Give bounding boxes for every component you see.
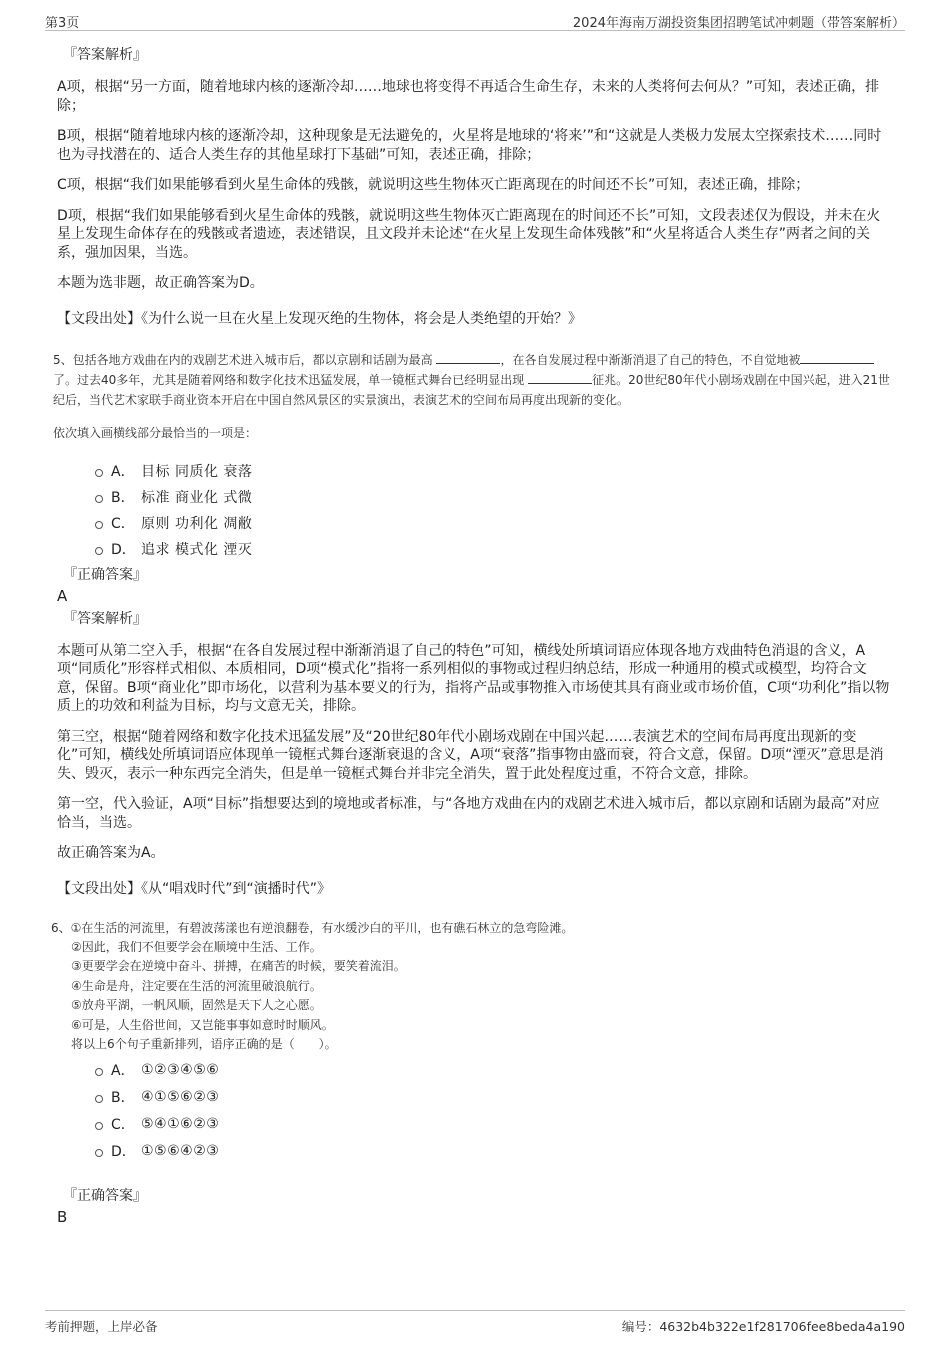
question-stem: 5、包括各地方戏曲在内的戏剧艺术进入城市后，都以京剧和话剧为最高 ，在各自发展过程中渐渐消退了自己的特色，不自觉地被了。过去40多年，尤其是随着网络和数字化技术迅猛发展，单一镜框式舞台已经明显出现 征兆。20世纪80年代小剧场戏剧在中国兴起，进入21世纪后，当代艺术家联手商业资本开启在中国自然风景区的实景演出，表演艺术的空间布局再度出现新的变化。	[53, 352, 890, 407]
radio-icon[interactable]	[95, 1095, 103, 1103]
sentence: ③更要学会在逆境中奋斗、拼搏，在痛苦的时候，要笑着流泪。	[71, 959, 406, 973]
question-5	[53, 350, 891, 410]
analysis-paragraph: 本题可从第二空入手，根据“在各自发展过程中渐渐消退了自己的特色”可知，横线处所填词语应体现各地方戏曲特色消退的含义，A项“同质化”形容样式相似、本质相同，D项“模式化”指将一系列相似的事物或过程归纳总结，形成一种通用的模式或模型，均符合文意，保留。B项“商业化”即市场化，以营利为基本要义的行为，指将产品或事物推入市场使其具有商业或市场价值，C项“功利化”指以物质上的功效和利益为目标，均与文意无关，排除。	[57, 642, 890, 714]
text-source: 【文段出处】《从“唱戏时代”到“演播时代”》	[57, 880, 332, 897]
page-number: 第3页	[45, 16, 80, 31]
correct-answer-label: 『正确答案』	[63, 566, 147, 583]
option-b[interactable]: B． 标准 商业化 式微	[95, 484, 891, 510]
question-instruction: 将以上6个句子重新排列，语序正确的是（ ）。	[71, 1037, 337, 1051]
q4-analysis	[57, 44, 891, 328]
correct-answer-label: 『正确答案』	[63, 1187, 147, 1204]
question-stem: 6、①在生活的河流里，有碧波荡漾也有逆浪翻卷，有水缓沙白的平川，也有礁石林立的急弯险滩。	[51, 920, 574, 935]
analysis-paragraph: C项，根据“我们如果能够看到火星生命体的残骸，就说明这些生物体灭亡距离现在的时间还不长”可知，表述正确，排除；	[57, 177, 810, 193]
analysis-paragraph: 本题为选非题，故正确答案为D。	[57, 275, 264, 291]
analysis-label: 『答案解析』	[63, 610, 147, 627]
fill-blank-2	[800, 351, 874, 364]
radio-icon[interactable]	[95, 1122, 103, 1130]
correct-answer: B	[57, 1207, 68, 1226]
sentence: ④生命是舟，注定要在生活的河流里破浪航行。	[71, 978, 322, 993]
sentence: ②因此，我们不但要学会在顺境中生活、工作。	[71, 939, 322, 954]
option-c[interactable]: C． ⑤④①⑥②③	[95, 1111, 891, 1138]
question-instruction: 依次填入画横线部分最恰当的一项是：	[53, 425, 258, 440]
page-header	[45, 10, 905, 31]
fill-blank-3	[528, 371, 592, 384]
sentence: ⑤放舟平湖，一帆风顺，固然是天下人之心愿。	[71, 998, 322, 1012]
page-footer	[45, 1310, 905, 1337]
option-a[interactable]: A． ①②③④⑤⑥	[95, 1057, 891, 1084]
analysis-paragraph: B项，根据“随着地球内核的逐渐冷却，这种现象是无法避免的，火星将是地球的‘将来’”和“这就是人类极力发展太空探索技术……同时也为寻找潜在的、适合人类生存的其他星球打下基础”可知，表述正确，排除；	[57, 128, 882, 163]
radio-icon[interactable]	[95, 1149, 103, 1157]
analysis-paragraph: D项，根据“我们如果能够看到火星生命体的残骸，就说明这些生物体灭亡距离现在的时间还不长”可知，文段表述仅为假设，并未在火星上发现生命体存在的残骸或者遗迹，表述错误，且文段并未论述“在火星上发现生命体残骸”和“火星将适合人类生存”两者之间的关系，强加因果，当选。	[57, 207, 881, 261]
document-content	[51, 44, 891, 1227]
sentence: ⑥可是，人生俗世间，又岂能事事如意时时顺风。	[71, 1017, 334, 1032]
question-6-options	[95, 1057, 891, 1165]
analysis-paragraph: 故正确答案为A。	[57, 845, 165, 861]
correct-answer: A	[57, 586, 68, 605]
fill-blank-1	[436, 351, 500, 364]
analysis-paragraph: 第一空，代入验证，A项“目标”指想要达到的境地或者标准，与“各地方戏曲在内的戏剧艺术进入城市后，都以京剧和话剧为最高”对应恰当，当选。	[57, 796, 880, 831]
radio-icon[interactable]	[95, 1068, 103, 1076]
document-id: 编号：4632b4b322e1f281706fee8beda4a190	[621, 1319, 905, 1334]
option-a[interactable]: A． 目标 同质化 衰落	[95, 458, 891, 484]
text-source: 【文段出处】《为什么说一旦在火星上发现灭绝的生物体，将会是人类绝望的开始？》	[57, 310, 582, 327]
analysis-label: 『答案解析』	[63, 47, 147, 63]
analysis-paragraph: A项，根据“另一方面，随着地球内核的逐渐冷却……地球也将变得不再适合生命生存，未来的人类将何去何从？”可知，表述正确，排除；	[57, 79, 880, 114]
option-b[interactable]: B． ④①⑤⑥②③	[95, 1084, 891, 1111]
radio-icon[interactable]	[95, 495, 103, 503]
option-d[interactable]: D． 追求 模式化 湮灭	[95, 536, 891, 562]
question-5-options	[95, 458, 891, 562]
option-c[interactable]: C． 原则 功利化 凋敝	[95, 510, 891, 536]
question-6	[51, 918, 891, 1055]
document-title: 2024年海南万湖投资集团招聘笔试冲刺题（带答案解析）	[572, 16, 905, 31]
footer-slogan: 考前押题，上岸必备	[45, 1319, 158, 1334]
radio-icon[interactable]	[95, 547, 103, 555]
option-d[interactable]: D． ①⑤⑥④②③	[95, 1138, 891, 1165]
radio-icon[interactable]	[95, 469, 103, 477]
radio-icon[interactable]	[95, 521, 103, 529]
analysis-paragraph: 第三空，根据“随着网络和数字化技术迅猛发展”及“20世纪80年代小剧场戏剧在中国兴起……表演艺术的空间布局再度出现新的变化”可知，横线处所填词语应体现单一镜框式舞台逐渐衰退的含义，A项“衰落”指事物由盛而衰，符合文意，保留。D项“湮灭”意思是消失、毁灭，表示一种东西完全消失，但是单一镜框式舞台并非完全消失，置于此处程度过重，不符合文意，排除。	[57, 728, 884, 782]
